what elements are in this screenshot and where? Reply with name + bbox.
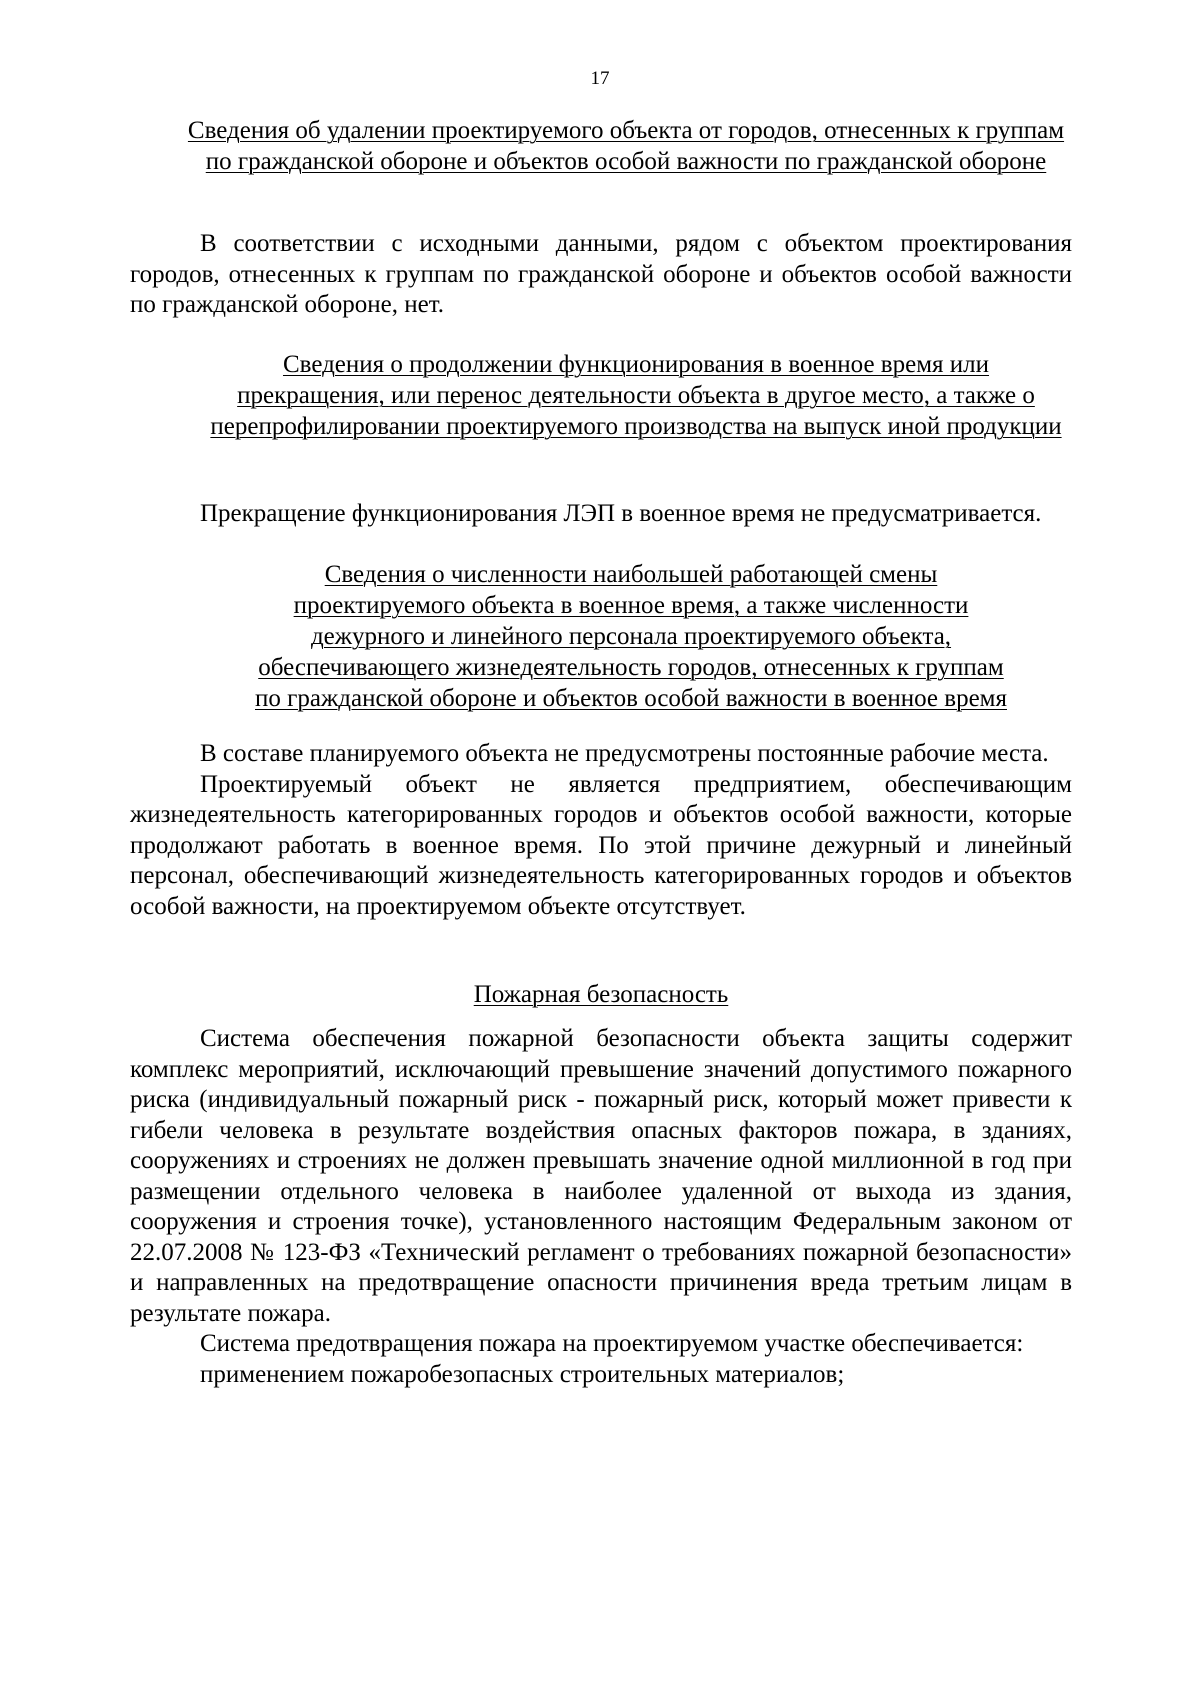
paragraph: Прекращение функционирования ЛЭП в военное время не предусматривается. [200,500,1042,527]
paragraph: Система обеспечения пожарной безопасности объекта защиты содержит комплекс мероприятий, исключающий превышение значений допустимого пожарного риска (индивидуальный пожарный риск - пожарный риск, который может привести к гибели человека в результате воздействия опасных факторов пожара, в зданиях, сооружениях и строениях не должен превышать значение одной миллионной в год при размещении отдельного человека в наиболее удаленной от выхода из здания, сооружения и строения точке), установленного настоящим Федеральным законом от 22.07.2008 № 123-ФЗ «Технический регламент о требованиях пожарной безопасности» и направленных на предотвращение опасности причинения вреда третьим лицам в результате пожара. [130,1025,1072,1327]
section-heading-fire-safety: Пожарная безопасность [473,981,729,1008]
paragraph: Проектируемый объект не является предприятием, обеспечивающим жизнедеятельность категорированных городов и объектов особой важности, которые продолжают работать в военное время. По этой причине дежурный и линейный персонал, обеспечивающий жизнедеятельность категорированных городов и объектов особой важности, на проектируемом объекте отсутствует. [130,770,1072,920]
section-heading-civil-defense-distance: Сведения об удалении проектируемого объекта от городов, отнесенных к группам по гражданской обороне и объектов особой важности по гражданской обороне [187,117,1065,175]
paragraph: В соответствии с исходными данными, рядом с объектом проектирования городов, отнесенных к группам по гражданской обороне и объектов особой важности по гражданской обороне, нет. [130,230,1072,318]
paragraph: Система предотвращения пожара на проектируемом участке обеспечивается: [200,1330,1024,1357]
section-body-wartime-operation [130,499,1072,530]
section-body-civil-defense-distance [130,229,1072,321]
section-body-fire-safety [130,1024,1072,1390]
paragraph: В составе планируемого объекта не предусмотрены постоянные рабочие места. [200,740,1049,767]
section-heading-wartime-operation: Сведения о продолжении функционирования в военное время или прекращения, или перенос деятельности объекта в другое место, а также о перепрофилировании проектируемого производства на выпуск иной продукции [210,351,1062,440]
paragraph: применением пожаробезопасных строительных материалов; [200,1360,845,1388]
page-number: 17 [590,68,610,89]
section-heading-wartime-staff: Сведения о численности наибольшей работающей смены проектируемого объекта в военное время, а также численности дежурного и линейного персонала проектируемого объекта, обеспечивающего жизнедеятельность городов, отнесенных к группам по гражданской обороне и объектов особой важности в военное время [255,561,1007,712]
section-body-wartime-staff [130,739,1072,922]
